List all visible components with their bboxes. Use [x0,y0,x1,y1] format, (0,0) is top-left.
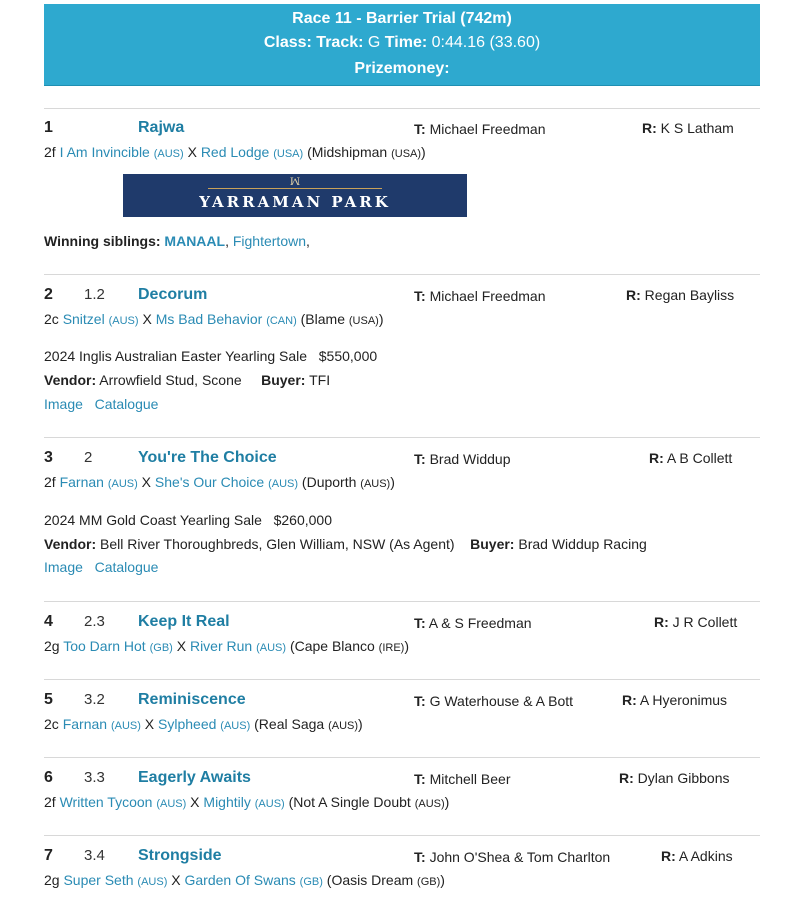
pedigree: 2f I Am Invincible (AUS) X Red Lodge (USA) (Midshipman (USA)) [44,144,426,160]
runner-position: 6 [44,769,53,786]
track-condition: G [367,34,381,51]
logo-rule [208,188,382,189]
sale-price: $550,000 [318,348,378,364]
pedigree: 2c Farnan (AUS) X Sylpheed (AUS) (Real Saga (AUS)) [44,716,363,732]
horse-name-link[interactable]: Eagerly Awaits [138,769,251,786]
rider: R: A B Collett [649,450,733,466]
horse-name-link[interactable]: Strongside [138,847,222,864]
horse-name-link[interactable]: Decorum [138,286,208,303]
dam-link[interactable]: Sylpheed (AUS) [158,716,251,732]
dam-link[interactable]: Garden Of Swans (GB) [184,872,323,888]
horse-name-link[interactable]: You're The Choice [138,449,277,466]
prizemoney: Prizemoney: [354,60,450,77]
sale-links [44,395,158,413]
horse-name-link[interactable]: Rajwa [138,119,185,136]
catalogue-link[interactable]: Catalogue [94,396,159,412]
runner-position: 5 [44,691,53,708]
horse-name-link[interactable]: Keep It Real [138,613,230,630]
sire-link[interactable]: Written Tycoon (AUS) [59,794,187,810]
image-link[interactable]: Image [44,559,83,575]
rider: R: Dylan Gibbons [619,770,730,786]
trainer: T: Mitchell Beer [414,771,511,787]
sire-link[interactable]: Farnan (AUS) [62,716,141,732]
sale-price: $260,000 [273,512,332,528]
divider [44,274,760,275]
runner-position: 1 [44,119,53,136]
sibling-link[interactable]: MANAAL [164,233,226,249]
pedigree: 2g Too Darn Hot (GB) X River Run (AUS) (Cape Blanco (IRE)) [44,638,409,654]
vendor-buyer: Vendor: Arrowfield Stud, Scone Buyer: TFI [44,372,331,388]
dam-link[interactable]: Ms Bad Behavior (CAN) [155,311,297,327]
runner-position: 2 [44,286,53,303]
sibling-link[interactable]: Fightertown [232,233,307,249]
sire-link[interactable]: Too Darn Hot (GB) [63,638,173,654]
rider: R: A Adkins [661,848,733,864]
runner-margin: 3.3 [84,769,105,786]
dam-link[interactable]: She's Our Choice (AUS) [154,474,299,490]
trainer: T: A & S Freedman [414,615,532,631]
sale-info: 2024 Inglis Australian Easter Yearling Sale $550,000 [44,348,378,364]
divider [44,757,760,758]
runner-margin: 1.2 [84,286,105,303]
dam-link[interactable]: Mightily (AUS) [203,794,285,810]
divider [44,835,760,836]
runner-position: 7 [44,847,53,864]
trainer: T: Brad Widdup [414,451,511,467]
divider [44,679,760,680]
pedigree: 2c Snitzel (AUS) X Ms Bad Behavior (CAN) (Blame (USA)) [44,311,384,327]
rider: R: J R Collett [654,614,738,630]
divider [44,601,760,602]
pedigree: 2f Written Tycoon (AUS) X Mightily (AUS) (Not A Single Doubt (AUS)) [44,794,450,810]
runner-margin: 3.2 [84,691,105,708]
race-class-track-time: Class: Track: G Time: 0:44.16 (33.60) [263,34,541,51]
yarraman-park-banner[interactable]: ꟽ YARRAMAN PARK [123,174,467,217]
trainer: T: Michael Freedman [414,288,546,304]
sire-link[interactable]: Snitzel (AUS) [62,311,139,327]
sire-link[interactable]: Farnan (AUS) [59,474,138,490]
divider [44,437,760,438]
race-header [44,4,760,86]
pedigree: 2g Super Seth (AUS) X Garden Of Swans (GB) (Oasis Dream (GB)) [44,872,445,888]
trainer: T: John O'Shea & Tom Charlton [414,849,611,865]
rider: R: A Hyeronimus [622,692,728,708]
trainer: T: Michael Freedman [414,121,546,137]
sale-links [44,558,158,576]
runner-position: 3 [44,449,53,466]
horse-name-link[interactable]: Reminiscence [138,691,246,708]
winning-siblings: Winning siblings: MANAAL, Fightertown, [44,233,310,249]
dam-link[interactable]: River Run (AUS) [189,638,287,654]
dam-link[interactable]: Red Lodge (USA) [200,144,304,160]
divider [44,108,760,109]
race-title: Race 11 - Barrier Trial (742m) [292,10,512,27]
runner-margin: 2.3 [84,613,105,630]
vendor-buyer: Vendor: Bell River Thoroughbreds, Glen William, NSW (As Agent) Buyer: Brad Widdup Racing [44,536,647,552]
yarraman-logo-mark-icon: ꟽ [289,177,301,188]
runner-margin: 3.4 [84,847,105,864]
rider: R: Regan Bayliss [626,287,735,303]
image-link[interactable]: Image [44,396,83,412]
catalogue-link[interactable]: Catalogue [94,559,159,575]
trainer: T: G Waterhouse & A Bott [414,693,574,709]
race-time: 0:44.16 (33.60) [431,34,541,51]
rider: R: K S Latham [642,120,734,136]
pedigree: 2f Farnan (AUS) X She's Our Choice (AUS) (Duporth (AUS)) [44,474,395,490]
sire-link[interactable]: Super Seth (AUS) [63,872,168,888]
sire-link[interactable]: I Am Invincible (AUS) [59,144,184,160]
runner-position: 4 [44,613,53,630]
runner-margin: 2 [84,449,93,466]
sale-info: 2024 MM Gold Coast Yearling Sale $260,000 [44,512,332,528]
